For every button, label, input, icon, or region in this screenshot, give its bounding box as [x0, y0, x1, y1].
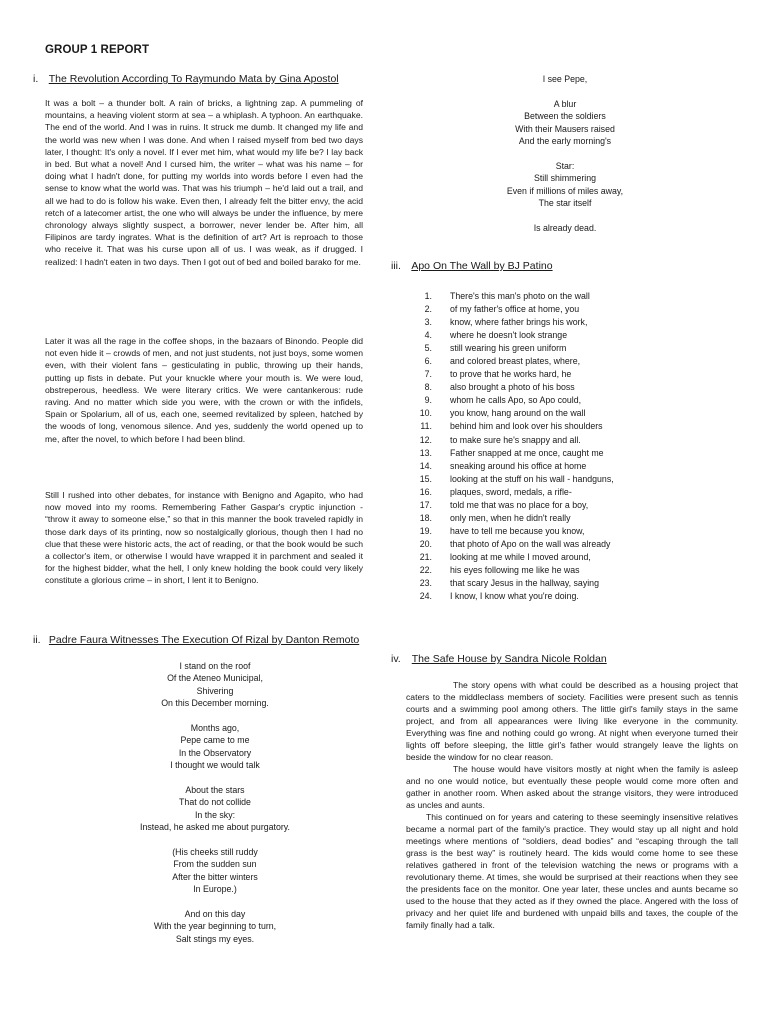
section-title: The Revolution According To Raymundo Mata by Gina Apostol: [48, 73, 339, 85]
poem-line: And on this day: [184, 909, 246, 920]
safe-house-paragraph-2: The house would have visitors mostly at night when the family is asleep and no one would notice, but eventually these people would come more often and gather in another room. When asked about the strange visitors, they were introduced as uncles and aunts.: [406, 764, 738, 810]
apo-poem-list: [400, 290, 730, 603]
line-number: 12.: [419, 434, 432, 445]
line-number: 1.: [424, 291, 432, 301]
line-text: his eyes following me like he was: [450, 564, 580, 575]
poem-line: Shivering: [196, 685, 234, 696]
line-number: 18.: [419, 512, 432, 523]
list-item: [400, 290, 730, 303]
list-item: [400, 512, 730, 525]
poem-line: In Europe.): [193, 884, 237, 895]
poem-line: Pepe came to me: [180, 735, 250, 746]
list-item: [400, 316, 730, 329]
list-item: [400, 551, 730, 564]
poem-line: [120, 896, 310, 908]
line-number: 24.: [419, 591, 432, 602]
poem-line: The star itself: [538, 198, 592, 209]
line-text: behind him and look over his shoulders: [450, 421, 603, 432]
list-item: [400, 486, 730, 499]
line-text: looking at me while I moved around,: [450, 551, 591, 562]
line-text: still wearing his green uniform: [450, 343, 567, 354]
line-number: 9.: [424, 395, 432, 406]
safe-house-paragraph-1: The story opens with what could be described as a housing project that caters to the middleclass members of society. Facilities were present such as tennis courts and a swimming pool among others. The little girl's family stays in the same project, and from all appearances were living like everyone in the community. Everything was fine and nothing could go wrong. At night when everyone turned their lights off before sleeping, the little girl's father would strangely leave the lights on beside the window for no clear reason.: [406, 680, 738, 762]
list-item: [400, 407, 730, 420]
poem-line: Still shimmering: [533, 173, 597, 184]
poem-line: I see Pepe,: [542, 74, 588, 84]
poem-line: Star:: [555, 160, 575, 171]
line-number: 7.: [424, 369, 432, 380]
line-text: to prove that he works hard, he: [450, 369, 572, 380]
poem-line: [120, 772, 310, 784]
line-text: There's this man's photo on the wall: [450, 291, 590, 301]
poem-line: I stand on the roof: [179, 661, 251, 671]
revolution-paragraph-1: It was a bolt – a thunder bolt. A rain of bricks, a lightning zap. A pummeling of mountains, a heaving violent storm at sea – a whiplash. A typhoon. An earthquake. The end of the world. And I was in ruins. It struck me dumb. It changed my life and the world was new when I was done. And when I raised myself from bed two days later, I thought: It's only a novel. If I ever met him, what would my life be? I lay back in bed. But what a novel! And I cursed him, the writer – what was his name – for doing what I hadn't done, for putting my worlds into words before I even had the sense to know what the world was. That was his triumph – he'd laid out a trail, and all we had to do is follow his wake. Even then, I already felt the bitter envy, the acid retch of a latecomer artist, the one who will always be under the influence, by mere chronology always slightly suspect, a borrower, never lender be. After him, all Filipinos are tardy ingrates. What is the definition of art? Art is reproach to those who receive it. That was his curse upon all of us. I was weak, as if drugged. I realized: I hadn't eaten in two days. Then I got out of bed and boiled barako for me.: [45, 98, 363, 267]
section-number: ii.: [33, 634, 41, 646]
section-heading-i: [33, 73, 339, 86]
revolution-paragraph-3: Still I rushed into other debates, for instance with Benigno and Agapito, who had now moved into my rooms. Remembering Father Gaspar's cryptic injunction - “throw it away to someone else,” so that in this manner the book traveled rapidly in those dark days of its printing, now so nostalgically glorious, though then I had no clue that these were historic acts, the act of reading, or that the book would be such a collector's item, or otherwise I would have wrapped it in parchment and sealed it for the highest bidder, what the hell, I only knew holding the book could very likely constitute a glorious crime – in short, I lent it to Benigno.: [45, 490, 363, 586]
padre-faura-poem: [120, 660, 310, 945]
line-text: have to tell me because you know,: [450, 525, 585, 536]
line-text: looking at the stuff on his wall - handguns,: [450, 473, 614, 484]
line-text: you know, hang around on the wall: [450, 408, 586, 419]
line-number: 13.: [419, 447, 432, 458]
line-number: 22.: [419, 564, 432, 575]
list-item: [400, 434, 730, 447]
poem-line: Months ago,: [190, 723, 240, 734]
line-number: 19.: [419, 525, 432, 536]
line-text: know, where father brings his work,: [450, 317, 588, 328]
safe-house-paragraph-3: This continued on for years and catering to these seemingly insensitive relatives became a normal part of the family's practice. They would stay up all night and hold meetings where mentions of “soldiers, dead bodies” and “escaping through the tall grass is the best way” is routinely heard. The kids would come home to see these relatives gathered in front of the television watching the news or programs with a revolutionary theme. At times, she would be surprised at their reactions when they see the presidents face on the monitor. One year later, these uncles and aunts became so used to the house that they acted as if they owned the place. Angered with the loss of privacy and her quiet life and burdened with unpaid bills and taxes, the couple of the family finally had a talk.: [406, 812, 738, 930]
poem-line: That do not collide: [179, 797, 251, 808]
line-number: 8.: [424, 382, 432, 393]
line-text: where he doesn't look strange: [450, 330, 568, 341]
section-title: Apo On The Wall by BJ Patino: [411, 260, 553, 272]
poem-line: With the year beginning to turn,: [153, 921, 277, 932]
list-item: [400, 525, 730, 538]
poem-line: In the Observatory: [178, 747, 252, 758]
poem-line: And the early morning's: [518, 136, 612, 147]
line-text: Father snapped at me once, caught me: [450, 447, 604, 458]
poem-line: In the sky:: [194, 809, 236, 820]
section-title: Padre Faura Witnesses The Execution Of Rizal by Danton Remoto: [48, 634, 360, 646]
report-title: GROUP 1 REPORT: [45, 44, 150, 56]
revolution-paragraph-2: Later it was all the rage in the coffee shops, in the bazaars of Binondo. People did not even hide it – crowds of men, and not just students, not just boys, some women even, with their violent fans – gesticulating in public, throwing up their hands, putting up fists in debate. Put your knuckle where your mouth is. We were loud, obstreperous, heedless. We were literary critics. We were cantankerous: rude raving. And no matter which side you were, with the crown or with the infidels, Spain or Spolarium, all of us, each one, seemed revitalized by spleen, hatched by the woods of long, venomous silence. And yes, suddenly the world opened up to me, after the novel, to which before I had been blind.: [45, 336, 363, 444]
line-text: and colored breast plates, where,: [450, 356, 581, 367]
line-number: 5.: [424, 343, 432, 354]
line-number: 20.: [419, 538, 432, 549]
list-item: [400, 538, 730, 551]
poem-line: I thought we would talk: [170, 760, 260, 771]
list-item: [400, 447, 730, 460]
line-text: I know, I know what you're doing.: [450, 591, 579, 602]
list-item: [400, 577, 730, 590]
section-heading-iii: [391, 260, 553, 273]
poem-line: With their Mausers raised: [515, 123, 615, 134]
line-text: whom he calls Apo, so Apo could,: [450, 395, 582, 406]
line-text: to make sure he's snappy and all.: [450, 434, 581, 445]
poem-line: From the sudden sun: [173, 859, 257, 870]
list-item: [400, 381, 730, 394]
list-item: [400, 420, 730, 433]
line-number: 16.: [419, 486, 432, 497]
section-number: i.: [33, 73, 39, 85]
line-number: 10.: [419, 408, 432, 419]
list-item: [400, 368, 730, 381]
list-item: [400, 329, 730, 342]
list-item: [400, 460, 730, 473]
line-number: 21.: [419, 551, 432, 562]
poem-line: About the stars: [185, 785, 245, 796]
poem-line: Instead, he asked me about purgatory.: [140, 822, 290, 833]
list-item: [400, 564, 730, 577]
line-text: of my father's office at home, you: [450, 304, 580, 315]
list-item: [400, 303, 730, 316]
section-title: The Safe House by Sandra Nicole Roldan: [411, 653, 607, 665]
list-item: [400, 473, 730, 486]
line-text: only men, when he didn't really: [450, 512, 571, 523]
poem-line: Salt stings my eyes.: [175, 933, 255, 944]
padre-faura-poem-continued: [470, 73, 660, 234]
line-number: 15.: [419, 473, 432, 484]
section-heading-ii: [33, 634, 359, 647]
poem-line: [470, 209, 660, 221]
list-item: [400, 342, 730, 355]
line-text: told me that was no place for a boy,: [450, 499, 589, 510]
poem-line: [120, 834, 310, 846]
line-number: 11.: [420, 421, 432, 432]
poem-line: On this December morning.: [161, 698, 269, 709]
poem-line: Is already dead.: [533, 222, 597, 233]
poem-line: (His cheeks still ruddy: [172, 847, 258, 858]
line-number: 4.: [424, 330, 432, 341]
line-number: 6.: [424, 356, 432, 367]
poem-line: Of the Ateneo Municipal,: [167, 673, 263, 684]
poem-line: A blur: [553, 98, 577, 109]
list-item: [400, 394, 730, 407]
line-number: 17.: [419, 499, 432, 510]
line-text: plaques, sword, medals, a rifle-: [450, 486, 572, 497]
section-heading-iv: [391, 653, 607, 666]
section-number: iv.: [391, 653, 401, 665]
line-number: 3.: [424, 317, 432, 328]
line-text: that scary Jesus in the hallway, saying: [450, 578, 599, 589]
line-text: that photo of Apo on the wall was already: [450, 538, 611, 549]
line-text: also brought a photo of his boss: [450, 382, 575, 393]
line-number: 2.: [424, 304, 432, 315]
poem-line: [470, 85, 660, 97]
section-number: iii.: [391, 260, 401, 272]
list-item: [400, 590, 730, 603]
line-number: 14.: [419, 460, 432, 471]
poem-line: [120, 710, 310, 722]
poem-line: Even if millions of miles away,: [506, 185, 624, 196]
list-item: [400, 355, 730, 368]
line-number: 23.: [419, 578, 432, 589]
list-item: [400, 499, 730, 512]
line-text: sneaking around his office at home: [450, 460, 587, 471]
safe-house-summary: [406, 679, 738, 931]
poem-line: [470, 147, 660, 159]
poem-line: Between the soldiers: [524, 111, 606, 122]
poem-line: After the bitter winters: [172, 871, 258, 882]
